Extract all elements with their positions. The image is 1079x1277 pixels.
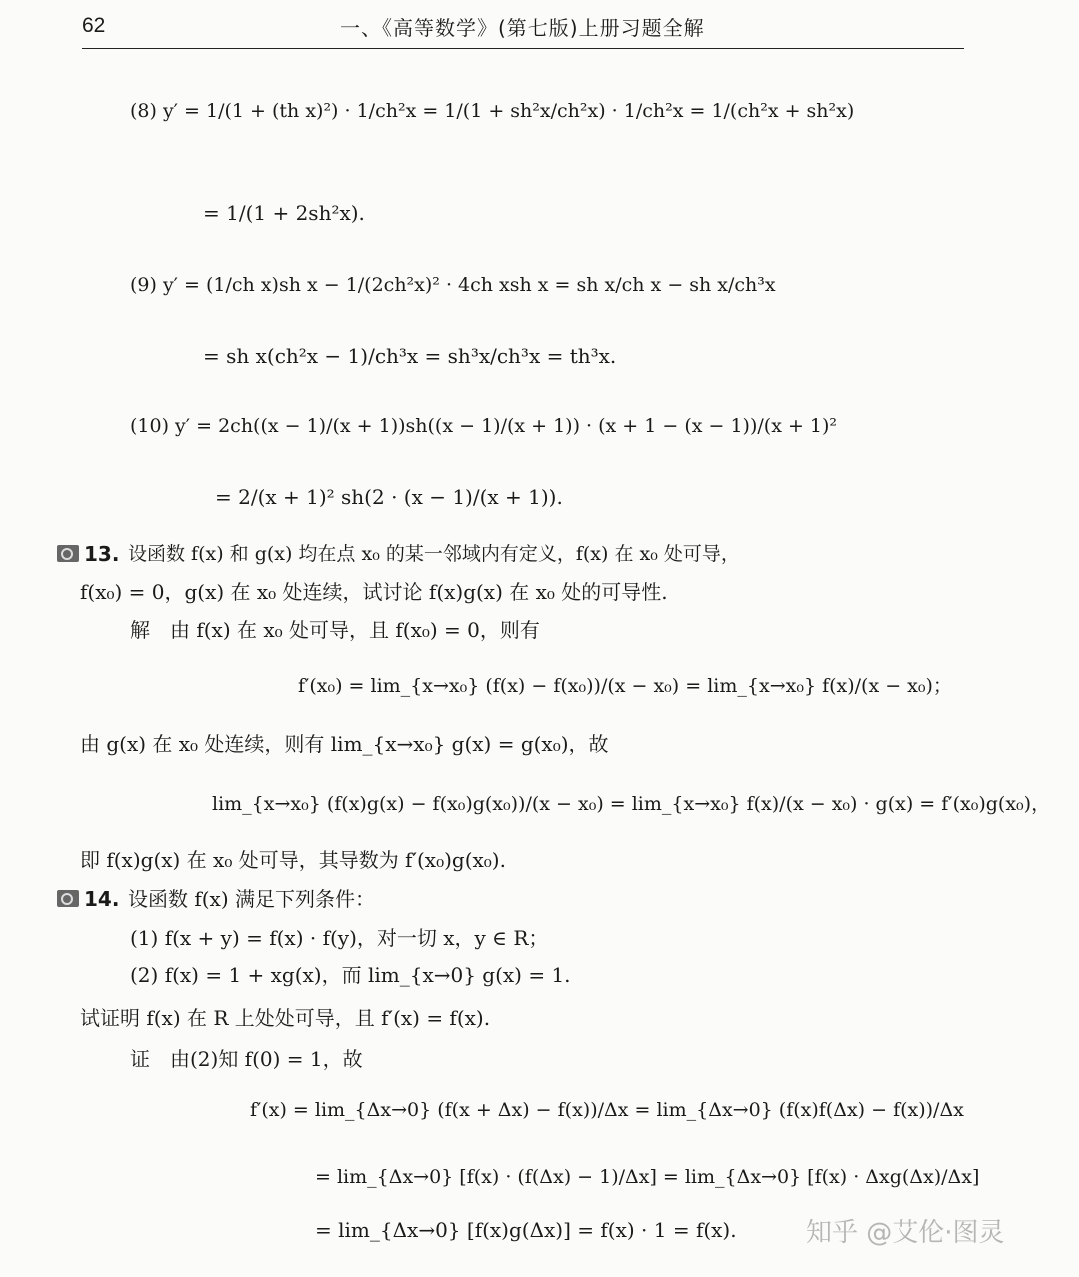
eq-9-line1: (9) y′ = (1/ch x)sh x − 1/(2ch²x)² · 4ch xsh x = sh x/ch x − sh x/ch³x (130, 274, 776, 296)
question-14-text: 设函数 f(x) 满足下列条件： (128, 887, 376, 911)
magnifier-icon (57, 545, 79, 562)
question-14-goal: 试证明 f(x) 在 R 上处处可导，且 f′(x) = f(x). (80, 1006, 491, 1030)
question-14-condition-1: (1) f(x + y) = f(x) · f(y)，对一切 x，y ∈ R； (130, 926, 549, 950)
solution-13-line3: 由 g(x) 在 x₀ 处连续，则有 lim_{x→x₀} g(x) = g(x₀)，故 (80, 732, 609, 756)
solution-13-line4: lim_{x→x₀} (f(x)g(x) − f(x₀)g(x₀))/(x − x₀) = lim_{x→x₀} f(x)/(x − x₀) · g(x) = f′(x₀)g(x₀)， (212, 793, 1051, 815)
eq-10-line2: = 2/(x + 1)² sh(2 · (x − 1)/(x + 1)). (215, 485, 563, 509)
page-number: 62 (82, 14, 106, 37)
question-14-number: 14. (84, 887, 120, 911)
question-13-text-2: f(x₀) = 0，g(x) 在 x₀ 处连续，试讨论 f(x)g(x) 在 x₀ 处的可导性. (80, 580, 668, 604)
proof-14-line4: = lim_{Δx→0} [f(x)g(Δx)] = f(x) · 1 = f(x). (315, 1218, 737, 1242)
eq-8-line1: (8) y′ = 1/(1 + (th x)²) · 1/ch²x = 1/(1 + sh²x/ch²x) · 1/ch²x = 1/(ch²x + sh²x) (130, 100, 855, 122)
proof-14-line1: 证 由(2)知 f(0) = 1，故 (130, 1047, 363, 1071)
eq-8-line2: = 1/(1 + 2sh²x). (203, 201, 365, 225)
solution-13-line5: 即 f(x)g(x) 在 x₀ 处可导，其导数为 f′(x₀)g(x₀). (80, 848, 506, 872)
proof-14-line2: f′(x) = lim_{Δx→0} (f(x + Δx) − f(x))/Δx = lim_{Δx→0} (f(x)f(Δx) − f(x))/Δx (250, 1099, 964, 1121)
question-14-condition-2: (2) f(x) = 1 + xg(x)，而 lim_{x→0} g(x) = 1. (130, 963, 571, 987)
question-13-number: 13. (84, 542, 120, 566)
magnifier-icon (57, 890, 79, 907)
eq-9-line2: = sh x(ch²x − 1)/ch³x = sh³x/ch³x = th³x. (203, 344, 617, 368)
header-rule (82, 48, 964, 49)
solution-13-line2: f′(x₀) = lim_{x→x₀} (f(x) − f(x₀))/(x − x₀) = lim_{x→x₀} f(x)/(x − x₀)； (298, 675, 952, 697)
book-title: 一、《高等数学》(第七版)上册习题全解 (340, 16, 705, 40)
watermark: 知乎 @艾伦·图灵 (806, 1218, 1005, 1248)
eq-10-line1: (10) y′ = 2ch((x − 1)/(x + 1))sh((x − 1)/(x + 1)) · (x + 1 − (x − 1))/(x + 1)² (130, 415, 838, 437)
proof-14-line3: = lim_{Δx→0} [f(x) · (f(Δx) − 1)/Δx] = lim_{Δx→0} [f(x) · Δxg(Δx)/Δx] (315, 1166, 980, 1188)
question-13-text-1: 设函数 f(x) 和 g(x) 均在点 x₀ 的某一邻域内有定义，f(x) 在 x₀ 处可导， (128, 543, 740, 565)
solution-13-line1: 解 由 f(x) 在 x₀ 处可导，且 f(x₀) = 0，则有 (130, 618, 540, 642)
